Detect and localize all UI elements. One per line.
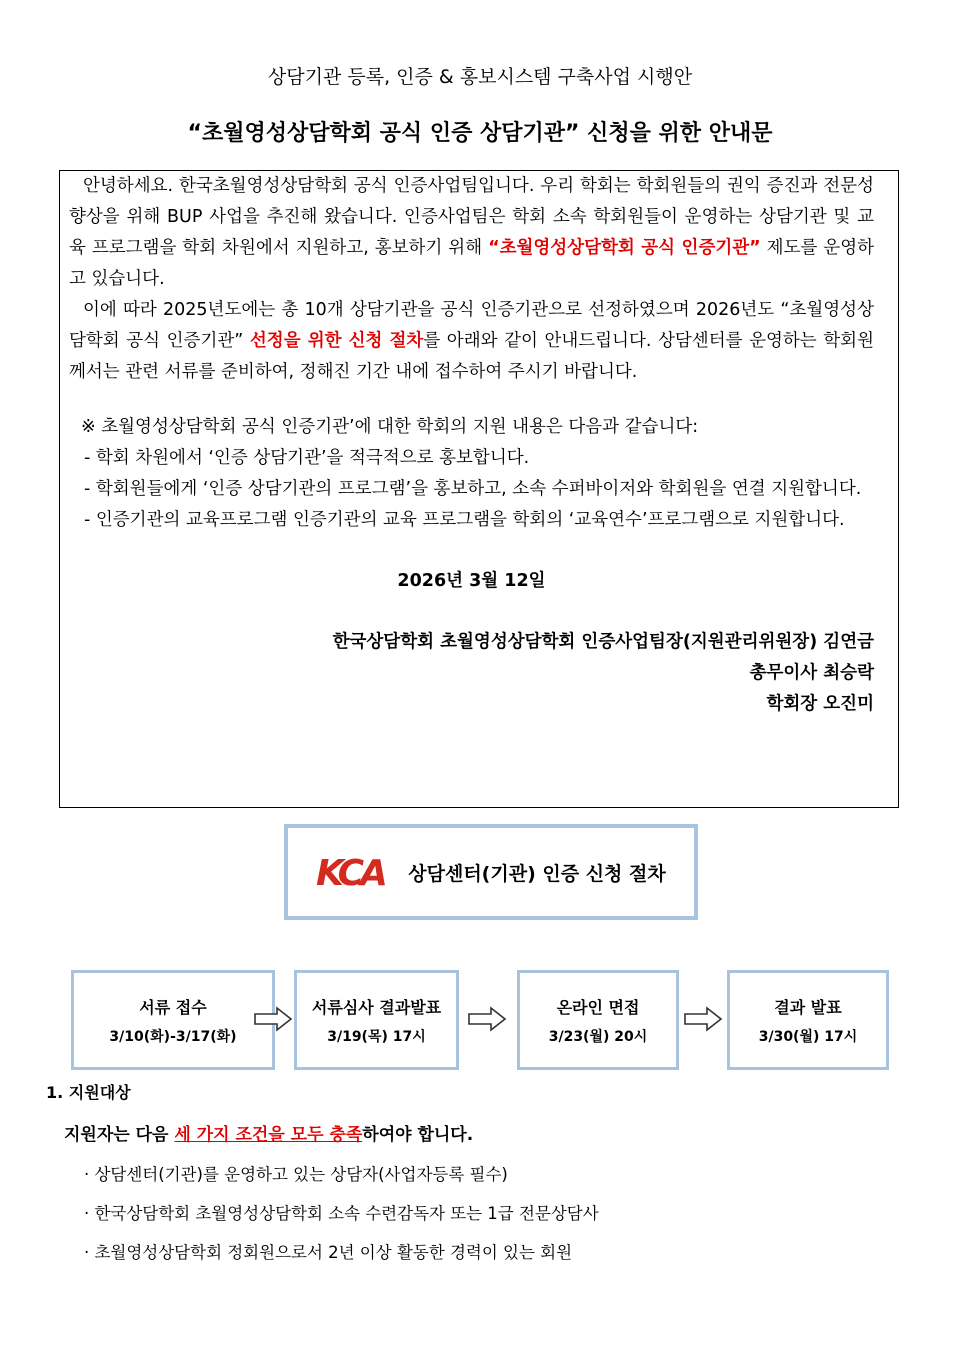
- kca-logo-icon: [316, 854, 394, 890]
- p1-text-a: 안녕하세요. 한국초월영성상담학회 공식 인증사업팀입니다. 우리 학회는 학회원들의 권익 증진과 전문성 향상을 위해 BUP 사업을 추진해 왔습니다. 인증사업팀은 학회 소속 학회원들이 운영하는 상담기관 및 교육 프로그램을 학회 차원에서 지원하고, 홍보하기 위해: [69, 176, 874, 258]
- p2-highlight: 선정을 위한 신청 절차: [249, 331, 424, 351]
- step-box-3: [517, 970, 679, 1070]
- signature-line: 한국상담학회 초월영성상담학회 인증사업팀장(지원관리위원장) 김연금: [332, 632, 874, 652]
- document-title: “초월영성상담학회 공식 인증 상담기관” 신청을 위한 안내문: [187, 121, 773, 146]
- intro-text-b: 하여야 합니다.: [362, 1125, 474, 1145]
- section-intro: [64, 1120, 473, 1145]
- step-box-2: [294, 970, 459, 1070]
- procedure-banner: [284, 824, 698, 920]
- signature-line: 총무이사 최승락: [749, 663, 874, 683]
- step-title: 서류심사 결과발표: [311, 997, 442, 1017]
- p2-text-a: 이에 따라 2025년도에는 총 10개 상담기관을 공식 인증기관으로 선정하였으며 2026년도 “초월영성상담학회 공식 인증기관”: [69, 300, 874, 351]
- support-bullet: - 학회원들에게 ‘인증 상담기관의 프로그램’을 홍보하고, 소속 수퍼바이저와 학회원을 연결 지원합니다.: [84, 479, 862, 499]
- document-subtitle: 상담기관 등록, 인증 & 홍보시스템 구축사업 시행안: [267, 66, 693, 88]
- intro-text-a: 지원자는 다음: [64, 1125, 175, 1145]
- p1-highlight: “초월영성상담학회 공식 인증기관”: [488, 238, 761, 258]
- section-heading: 1. 지원대상: [46, 1083, 131, 1102]
- kca-logo: [316, 854, 394, 890]
- notice-paragraph-2: [69, 295, 874, 388]
- notice-date: 2026년 3월 12일: [397, 571, 546, 591]
- arrow-right-icon: [253, 1006, 293, 1032]
- condition-item: · 초월영성상담학회 정회원으로서 2년 이상 활동한 경력이 있는 회원: [84, 1243, 573, 1262]
- step-date: 3/10(화)-3/17(화): [109, 1028, 237, 1045]
- step-title: 결과 발표: [774, 997, 842, 1017]
- notice-paragraph-1: [69, 171, 874, 295]
- step-date: 3/23(월) 20시: [548, 1028, 648, 1045]
- step-box-1: [71, 970, 275, 1070]
- step-box-4: [727, 970, 889, 1070]
- condition-item: · 한국상담학회 초월영성상담학회 소속 수련감독자 또는 1급 전문상담사: [84, 1204, 599, 1223]
- step-title: 온라인 면접: [556, 997, 640, 1017]
- p1-text-b: 제도를 운영하고 있습니다.: [69, 238, 874, 289]
- arrow-right-icon: [683, 1006, 723, 1032]
- support-bullet: - 인증기관의 교육프로그램 인증기관의 교육 프로그램을 학회의 ‘교육연수’프로그램으로 지원합니다.: [84, 510, 845, 530]
- intro-highlight: 세 가지 조건을 모두 충족: [174, 1125, 363, 1145]
- banner-title: 상담센터(기관) 인증 신청 절차: [408, 862, 666, 885]
- p2-text-b: 를 아래와 같이 안내드립니다. 상담센터를 운영하는 학회원께서는 관련 서류를 준비하여, 정해진 기간 내에 접수하여 주시기 바랍니다.: [69, 331, 874, 382]
- condition-item: · 상담센터(기관)를 운영하고 있는 상담자(사업자등록 필수): [84, 1165, 508, 1184]
- step-date: 3/19(목) 17시: [327, 1028, 426, 1045]
- step-date: 3/30(월) 17시: [758, 1028, 858, 1045]
- signature-line: 학회장 오진미: [766, 694, 874, 714]
- step-title: 서류 접수: [139, 997, 207, 1017]
- notice-box: [59, 170, 899, 808]
- kca-logo-mark: KCA: [316, 854, 385, 890]
- support-bullet: - 학회 차원에서 ‘인증 상담기관’을 적극적으로 홍보합니다.: [84, 448, 530, 468]
- support-intro: ※ 초월영성상담학회 공식 인증기관’에 대한 학회의 지원 내용은 다음과 같습니다:: [81, 417, 699, 437]
- arrow-right-icon: [467, 1006, 507, 1032]
